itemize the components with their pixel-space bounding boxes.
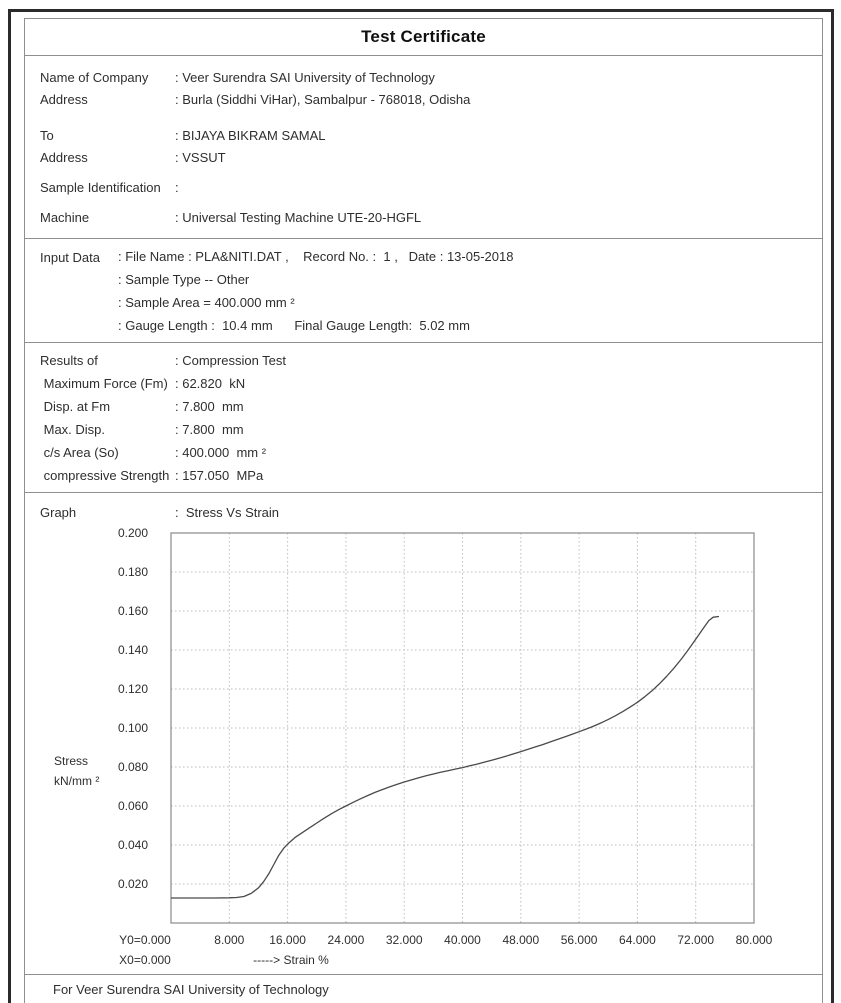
field-label: Address [40,91,88,107]
field-value: : 400.000 mm ² [175,445,267,460]
x-tick-label: 56.000 [560,933,598,947]
field-label: To [40,127,54,143]
stress-strain-curve [171,617,719,899]
x-tick-label: 64.000 [619,933,656,947]
page-title: Test Certificate [361,27,486,46]
y-tick-label: 0.120 [117,682,148,696]
x-tick-label: 48.000 [502,933,540,947]
y-tick-label: 0.180 [117,565,148,579]
field-value: : 7.800 mm [175,399,244,414]
title-section [25,19,822,56]
sample-identification-row [40,176,822,198]
x-tick-label: 8.000 [214,933,245,947]
x-axis-label: -----> Strain % [253,953,329,967]
y-tick-label: 0.200 [117,526,148,540]
stress-strain-chart [25,493,822,974]
field-value: : 157.050 MPa [175,468,264,483]
input-line-gauge-length: : Gauge Length : 10.4 mm Final Gauge Length: 5.02 mm [118,318,470,333]
field-label: Maximum Force (Fm) [40,376,168,391]
results-of-row [40,349,822,372]
machine-row [40,206,822,228]
input-line-sample-type: : Sample Type -- Other [118,272,250,287]
field-value: : VSSUT [175,149,226,165]
y-axis-label: kN/mm ² [54,774,100,789]
field-label: Machine [40,209,90,225]
x-tick-label: 80.000 [735,933,773,947]
input-data-section [25,239,822,343]
x-tick-label: 72.000 [677,933,715,947]
max-disp-row [40,418,822,441]
footer-section [25,975,822,1003]
field-label: Max. Disp. [40,422,106,437]
field-value: : 7.800 mm [175,422,244,437]
footer-text: For Veer Surendra SAI University of Technology [53,982,329,997]
y-tick-label: 0.140 [117,643,148,657]
input-data-lines [118,245,513,342]
y-tick-label: 0.080 [117,760,148,774]
company-section [25,56,822,239]
input-line-file: : File Name : PLA&NITI.DAT , Record No. : 1 , Date : 13-05-2018 [118,249,514,264]
certificate-body [24,18,823,1003]
maximum-force-row [40,372,822,395]
y-tick-label: 0.160 [117,604,148,618]
y-tick-label: 0.060 [117,799,148,813]
field-label: Sample Identification [40,179,161,195]
company-name-row [40,66,822,88]
input-data-label: Input Data [40,250,100,265]
x-origin-label: X0=0.000 [119,953,171,967]
field-label: Results of [40,353,98,368]
y-tick-label: 0.100 [117,721,148,735]
company-address-row [40,88,822,110]
compressive-strength-row [40,464,822,487]
to-address-row [40,146,822,168]
field-value: : 62.820 kN [175,376,246,391]
field-label: Address [40,149,88,165]
field-value: : Compression Test [175,353,287,368]
field-label: Disp. at Fm [40,399,111,414]
field-value: : BIJAYA BIKRAM SAMAL [175,127,326,143]
disp-at-fm-row [40,395,822,418]
results-section [25,343,822,493]
field-value: : Burla (Siddhi ViHar), Sambalpur - 768018, Odisha [175,91,471,107]
x-tick-label: 32.000 [385,933,423,947]
x-tick-label: Y0=0.000 [119,933,171,947]
x-tick-label: 16.000 [269,933,306,947]
field-label: c/s Area (So) [40,445,119,460]
field-value: : Veer Surendra SAI University of Technology [175,69,435,85]
y-tick-label: 0.040 [117,838,148,852]
field-value: : Universal Testing Machine UTE-20-HGFL [175,209,422,225]
to-row [40,124,822,146]
field-value: : Stress Vs Strain [175,504,280,520]
input-line-sample-area: : Sample Area = 400.000 mm ² [118,295,295,310]
outer-frame [8,9,834,1003]
field-label: compressive Strength [40,468,170,483]
cs-area-row [40,441,822,464]
graph-section [25,493,822,975]
field-value: : [175,179,179,195]
y-axis-label: Stress [54,754,89,769]
plot-area-border [171,533,754,923]
x-tick-label: 24.000 [327,933,365,947]
y-tick-label: 0.020 [117,877,148,891]
field-label: Graph [40,504,77,520]
field-label: Name of Company [40,69,149,85]
x-tick-label: 40.000 [444,933,481,947]
